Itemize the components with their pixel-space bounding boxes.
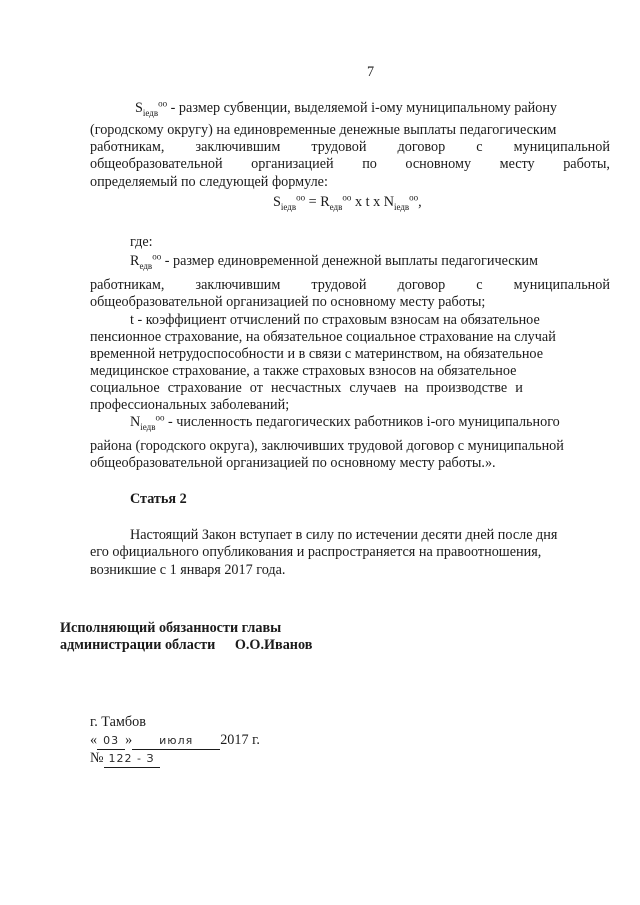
- formula-n-sup: оо: [409, 192, 419, 203]
- t-definition-line-1: t - коэффициент отчислений по страховым взносам на обязательное: [130, 312, 540, 328]
- s-subscript: iедв: [142, 107, 159, 118]
- number-sign: №: [90, 750, 104, 766]
- word: месту: [499, 156, 535, 172]
- document-number: 122 - З: [104, 750, 160, 768]
- formula-end: ,: [418, 194, 422, 210]
- t-definition-line-3: временной нетрудоспособности и в связи с материнством, на обязательное: [90, 346, 543, 362]
- word: договор: [397, 277, 446, 293]
- r-superscript: оо: [152, 251, 162, 262]
- word: работы,: [563, 156, 610, 172]
- word: общеобразовательной: [90, 156, 223, 172]
- s-definition-first-line: [135, 100, 610, 117]
- word: с: [476, 277, 483, 293]
- word: договор: [397, 139, 446, 155]
- word: с: [476, 139, 483, 155]
- n-definition-first-line: [130, 414, 610, 431]
- date-day: 03: [97, 732, 125, 750]
- r-definition-text: - размер единовременной денежной выплаты педагогическим: [164, 253, 538, 269]
- word: организацией: [251, 156, 334, 172]
- r-definition-line-3: общеобразовательной организацией по основному месту работы;: [90, 294, 486, 310]
- word: работникам,: [90, 277, 165, 293]
- date-year: 2017 г.: [220, 732, 260, 748]
- footer-date: [90, 732, 260, 750]
- article-heading: Статья 2: [130, 491, 187, 507]
- formula-n-sub: iедв: [393, 201, 410, 212]
- word: трудовой: [311, 277, 367, 293]
- formula-lhs: S: [273, 194, 281, 210]
- word: заключившим: [195, 277, 281, 293]
- t-definition-line-5: социальное страхование от несчастных случаев на производстве и: [90, 380, 523, 396]
- date-month: июля: [132, 732, 220, 750]
- s-definition-text: - размер субвенции, выделяемой i-ому муниципальному району: [170, 100, 558, 116]
- word: по: [362, 156, 377, 172]
- date-close-quote: »: [125, 732, 133, 748]
- r-definition-line-2: [90, 277, 610, 294]
- r-subscript: едв: [139, 260, 153, 271]
- signature-position: администрации области: [60, 637, 216, 653]
- article-line-2: его официального опубликования и распространяется на правоотношения,: [90, 544, 542, 560]
- where-label: где:: [130, 234, 153, 250]
- formula-r-sub: едв: [329, 201, 343, 212]
- word: работникам,: [90, 139, 165, 155]
- s-superscript: оо: [158, 98, 168, 109]
- formula-lhs-sub: iедв: [280, 201, 297, 212]
- n-definition-line-3: общеобразовательной организацией по основному месту работы.».: [90, 455, 496, 471]
- formula-r-sup: оо: [342, 192, 352, 203]
- signature-name: О.О.Иванов: [234, 637, 313, 653]
- n-definition-text: - численность педагогических работников i-ого муниципального: [168, 414, 560, 430]
- article-line-1: Настоящий Закон вступает в силу по истечении десяти дней после дня: [130, 527, 558, 543]
- word: муниципальной: [513, 277, 610, 293]
- footer-number: [90, 750, 160, 768]
- article-line-3: возникшие с 1 января 2017 года.: [90, 562, 286, 578]
- page-number: 7: [367, 64, 375, 80]
- formula-lhs-sup: оо: [296, 192, 306, 203]
- date-open-quote: «: [90, 732, 98, 748]
- signature-title-line-1: Исполняющий обязанности главы: [60, 620, 282, 636]
- n-subscript: iедв: [140, 421, 156, 432]
- word: трудовой: [311, 139, 367, 155]
- formula: [273, 194, 422, 211]
- s-symbol: S: [135, 100, 143, 116]
- t-definition-line-2: пенсионное страхование, на обязательное социальное страхование на случай: [90, 329, 556, 345]
- t-definition-line-6: профессиональных заболеваний;: [90, 397, 290, 413]
- n-superscript: оо: [155, 412, 165, 423]
- s-definition-line-2: (городскому округу) на единовременные денежные выплаты педагогическим: [90, 122, 557, 138]
- s-definition-line-4: [90, 156, 610, 173]
- formula-mid: x t x N: [354, 194, 394, 210]
- word: муниципальной: [513, 139, 610, 155]
- s-definition-line-5: определяемый по следующей формуле:: [90, 174, 328, 190]
- r-definition-first-line: [130, 253, 610, 270]
- r-symbol: R: [130, 253, 140, 269]
- n-definition-line-2: района (городского округа), заключивших трудовой договор с муниципальной: [90, 438, 564, 454]
- footer-city: г. Тамбов: [90, 714, 146, 730]
- word: заключившим: [195, 139, 281, 155]
- s-definition-line-3: [90, 139, 610, 156]
- t-definition-line-4: медицинское страхование, а также страховых взносов на обязательное: [90, 363, 517, 379]
- n-symbol: N: [130, 414, 141, 430]
- formula-eq: = R: [308, 194, 330, 210]
- word: основному: [405, 156, 472, 172]
- signature-title-line-2: [60, 637, 312, 654]
